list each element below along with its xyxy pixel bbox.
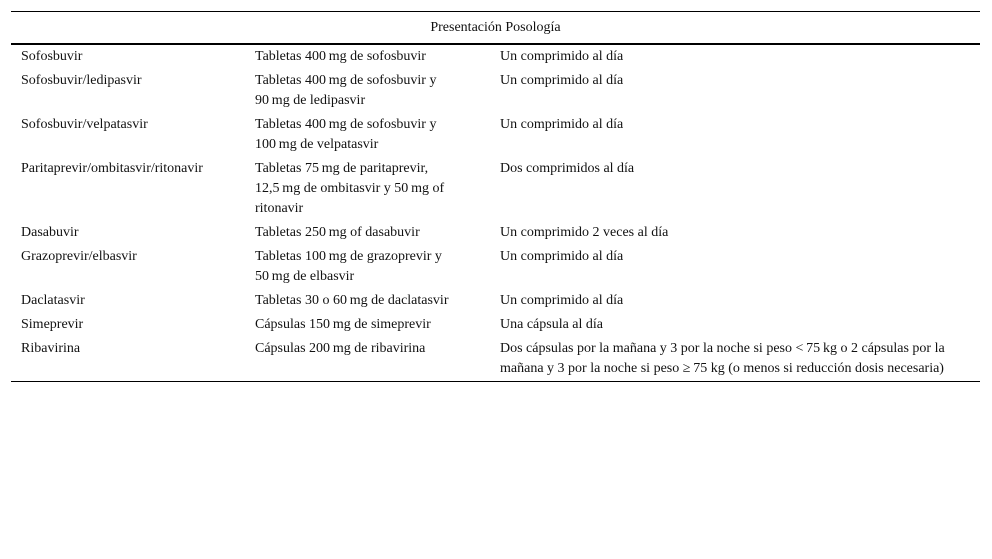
drug-cell: Paritaprevir/ombitasvir/ritonavir (21, 161, 203, 176)
table-row (11, 313, 980, 337)
drug-cell: Dasabuvir (21, 225, 79, 240)
table-header: Presentación Posología (11, 12, 980, 45)
dosage-cell: Dos cápsulas por la mañana y 3 por la noche si peso < 75 kg o 2 cápsulas por la mañana y 3 por la noche si peso ≥ 75 kg (o menos si reducción dosis necesaria) (500, 341, 945, 376)
table-row (11, 113, 980, 157)
drug-cell: Sofosbuvir/ledipasvir (21, 73, 142, 88)
drug-cell: Daclatasvir (21, 293, 85, 308)
table-row (11, 337, 980, 381)
presentation-cell: Tabletas 75 mg de paritaprevir, 12,5 mg de ombitasvir y 50 mg of ritonavir (255, 161, 445, 216)
dosage-cell: Un comprimido al día (500, 293, 624, 308)
presentation-cell: Cápsulas 200 mg de ribavirina (255, 341, 426, 356)
table-row (11, 245, 980, 289)
presentation-cell: Cápsulas 150 mg de simeprevir (255, 317, 431, 332)
dosage-cell: Un comprimido 2 veces al día (500, 225, 669, 240)
drug-cell: Simeprevir (21, 317, 84, 332)
dosage-cell: Dos comprimidos al día (500, 161, 635, 176)
table-row (11, 157, 980, 221)
drug-cell: Sofosbuvir/velpatasvir (21, 117, 148, 132)
presentation-cell: Tabletas 30 o 60 mg de daclatasvir (255, 293, 449, 308)
presentation-cell: Tabletas 400 mg de sofosbuvir y 100 mg de velpatasvir (255, 117, 437, 152)
drug-cell: Ribavirina (21, 341, 81, 356)
presentation-cell: Tabletas 100 mg de grazoprevir y 50 mg de elbasvir (255, 249, 442, 284)
dosage-cell: Un comprimido al día (500, 73, 624, 88)
presentation-cell: Tabletas 400 mg de sofosbuvir (255, 49, 426, 64)
table-row (11, 289, 980, 313)
posology-table (11, 11, 980, 382)
table-row (11, 69, 980, 113)
presentation-cell: Tabletas 400 mg de sofosbuvir y 90 mg de ledipasvir (255, 73, 437, 108)
table-row (11, 221, 980, 245)
dosage-cell: Un comprimido al día (500, 249, 624, 264)
drug-cell: Grazoprevir/elbasvir (21, 249, 137, 264)
dosage-cell: Un comprimido al día (500, 49, 624, 64)
drug-cell: Sofosbuvir (21, 49, 83, 64)
dosage-cell: Una cápsula al día (500, 317, 604, 332)
table-row (11, 45, 980, 69)
presentation-cell: Tabletas 250 mg of dasabuvir (255, 225, 420, 240)
dosage-cell: Un comprimido al día (500, 117, 624, 132)
